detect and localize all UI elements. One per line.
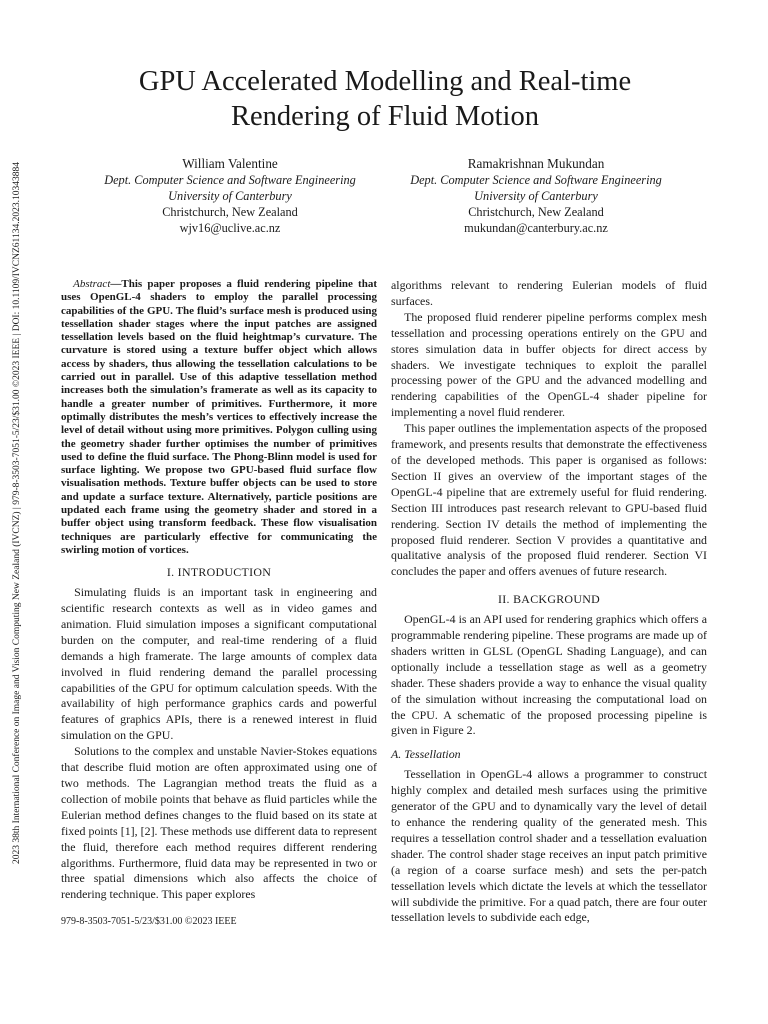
author-block-1 (80, 155, 380, 236)
paragraph: algorithms relevant to rendering Eulerian models of fluid surfaces. (391, 278, 707, 308)
copyright-footer: 979-8-3503-7051-5/23/$31.00 ©2023 IEEE (61, 916, 237, 927)
paragraph: The proposed fluid renderer pipeline performs complex mesh tessellation and processing operations entirely on the GPU and stores simulation data in buffer objects for direct access by shaders. We investigate techniques to exploit the parallel processing power of the GPU and the advanced modelling and rendering capabilities of the OpenGL-4 shader pipeline for implementing a novel fluid renderer. (391, 309, 707, 420)
author-dept: Dept. Computer Science and Software Engineering (104, 173, 356, 187)
section-heading-introduction: I. INTRODUCTION (166, 565, 272, 580)
author-name: William Valentine (182, 156, 278, 171)
right-column (391, 278, 707, 926)
doi-sidebar-text: 2023 38th International Conference on Image and Vision Computing New Zealand (IVCNZ) | 979-8-3503-7051-5/23/$31.00 ©2023 IEEE | DOI: 10.1109/IVCNZ61134.2023.10343884 (12, 162, 22, 864)
paragraph: Tessellation in OpenGL-4 allows a programmer to construct highly complex and detailed mesh surfaces using the primitive generator of the GPU and to dynamically vary the level of detail to enhance the rendering quality of the generated mesh. This requires a tessellation control shader and a tessellation evaluation shader. The control shader stage receives an input patch primitive (a region of a coarse surface mesh) and sets the per-patch tessellation levels which dictate the levels at which the tessellator will subdivide the primitive. For a quad patch, there are four outer tessellation levels to subdivide each edge, (391, 767, 707, 925)
author-university: University of Canterbury (474, 189, 598, 203)
doi-sidebar (10, 128, 24, 898)
author-block-2 (386, 155, 686, 236)
author-city: Christchurch, New Zealand (162, 205, 298, 219)
paper-title (80, 64, 690, 134)
paragraph: This paper outlines the implementation aspects of the proposed framework, and presents results that demonstrate the effectiveness of the developed methods. This paper is organised as follows: Section II gives an overview of the important stages of the OpenGL-4 pipeline that are extremely useful for fluid rendering. Section III introduces past research relevant to GPU-based fluid rendering. Section IV details the method of implementing the proposed fluid renderer. Section V provides a quantitative and qualitative analysis of the proposed fluid renderer. Section VI concludes the paper and offers avenues of future research. (391, 421, 707, 579)
paragraph: Simulating fluids is an important task in engineering and scientific research contexts as well as in video games and animation. Fluid simulation imposes a significant computational burden on the computer, and real-time rendering of a fluid demands a high framerate. The large amounts of complex data involved in fluid rendering demand the parallel processing capabilities of the GPU for optimum calculation speeds. With the availability of high performance graphics cards and powerful features of graphics APIs, there is a renewed interest in fluid simulation on the GPU. (61, 585, 377, 743)
abstract-label: Abstract (73, 278, 111, 290)
author-email: mukundan@canterbury.ac.nz (464, 221, 608, 235)
abstract-body: —This paper proposes a fluid rendering pipeline that uses OpenGL-4 shaders to employ the parallel processing capabilities of the GPU. The fluid’s surface mesh is produced using tessellation shader stages where the input patches are assigned tessellation levels based on the fluid heightmap’s curvature. The curvature is stored using a texture buffer object which allows access by shaders, thus allowing the tessellation calculations to be carried out in parallel. Use of this adaptive tessellation method increases both the simulation’s framerate as well as its capacity to handle a greater number of primitives. Furthermore, it more optimally distributes the mesh’s vertices to effectively increase the level of detail without using more primitives. Polygon culling using the geometry shader further optimises the number of primitives used to define the fluid surface. The Phong-Blinn model is used for surface lighting. We propose two GPU-based fluid surface flow visualisation methods. Texture buffer objects can be used to store and update a surface texture. Alternatively, particle positions are updated each frame using the geometry shader and stored in a buffer object using transform feedback. These flow visualisation techniques are particularly effective for communicating the swirling motion of vortices. (61, 278, 377, 556)
author-university: University of Canterbury (168, 189, 292, 203)
paragraph: OpenGL-4 is an API used for rendering graphics which offers a programmable rendering pipeline. These programs are made up of shaders written in GLSL (OpenGL Shading Language), and can optionally include a tessellation stage as well as a geometry shader. These shaders provide a way to enhance the visual quality of the simulation without increasing the computational load on the CPU. A schematic of the proposed processing pipeline is given in Figure 2. (391, 612, 707, 738)
author-name: Ramakrishnan Mukundan (467, 156, 605, 171)
subsection-heading-tessellation: A. Tessellation (391, 747, 461, 762)
title-line-1: GPU Accelerated Modelling and Real-time (138, 66, 632, 97)
section-heading-background: II. BACKGROUND (498, 592, 600, 607)
abstract (61, 278, 377, 557)
paragraph: Solutions to the complex and unstable Navier-Stokes equations that describe fluid motion are often approximated using one of two methods. The Lagrangian method treats the fluid as a collection of mobile points that behave as fluid particles while the Eulerian method defines changes to the fluid based on its state at fixed points [1], [2]. These methods use different data to represent the fluid, therefore each method requires different rendering algorithms. Furthermore, fluid data may be represented in two or three spatial dimensions which also affects the choice of rendering technique. This paper explores (61, 744, 377, 902)
author-dept: Dept. Computer Science and Software Engineering (410, 173, 662, 187)
title-line-2: Rendering of Fluid Motion (231, 101, 539, 132)
author-city: Christchurch, New Zealand (468, 205, 604, 219)
author-email: wjv16@uclive.ac.nz (179, 221, 281, 235)
left-column (61, 278, 377, 903)
